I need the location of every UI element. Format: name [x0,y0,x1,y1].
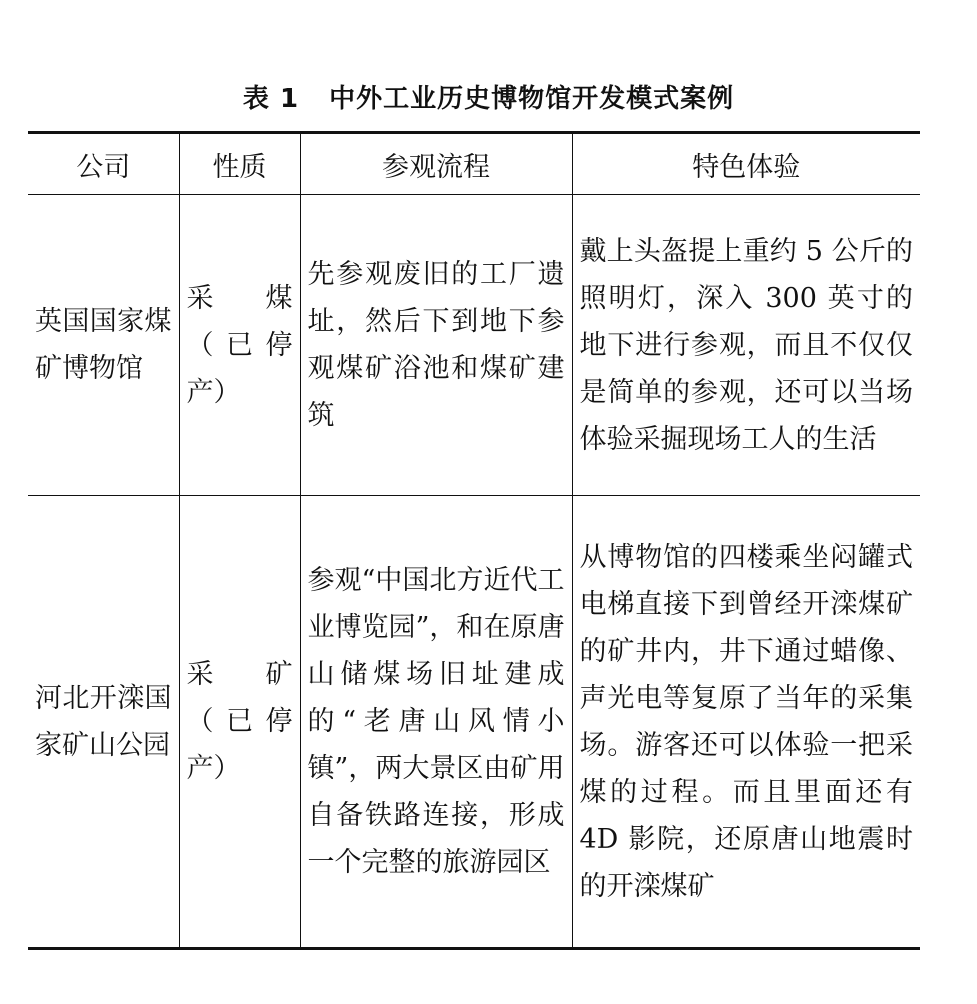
table-row [28,195,920,496]
museum-cases-table [28,131,920,950]
table-row [28,496,920,949]
table-caption [0,78,977,115]
table-header-row [28,133,920,195]
header-company: 公司 [28,133,179,195]
table-title: 中外工业历史博物馆开发模式案例 [329,84,735,114]
cell-nature: 采矿（已停产） [179,496,300,949]
cell-process: 先参观废旧的工厂遗址，然后下到地下参观煤矿浴池和煤矿建筑 [300,195,572,496]
cell-process: 参观“中国北方近代工业博览园”，和在原唐山储煤场旧址建成的“老唐山风情小镇”，两大景区由矿用自备铁路连接，形成一个完整的旅游园区 [300,496,572,949]
cell-experience: 戴上头盔提上重约 5 公斤的照明灯，深入 300 英寸的地下进行参观，而且不仅仅是简单的参观，还可以当场体验采掘现场工人的生活 [572,195,920,496]
header-process: 参观流程 [300,133,572,195]
cell-company: 河北开滦国家矿山公园 [28,496,179,949]
header-experience: 特色体验 [572,133,920,195]
header-nature: 性质 [179,133,300,195]
cell-company: 英国国家煤矿博物馆 [28,195,179,496]
table-number: 表 1 [242,84,300,114]
cell-nature: 采煤（已停产） [179,195,300,496]
cell-experience: 从博物馆的四楼乘坐闷罐式电梯直接下到曾经开滦煤矿的矿井内，井下通过蜡像、声光电等复原了当年的采集场。游客还可以体验一把采煤的过程。而且里面还有 4D 影院，还原唐山地震时的开滦煤矿 [572,496,920,949]
